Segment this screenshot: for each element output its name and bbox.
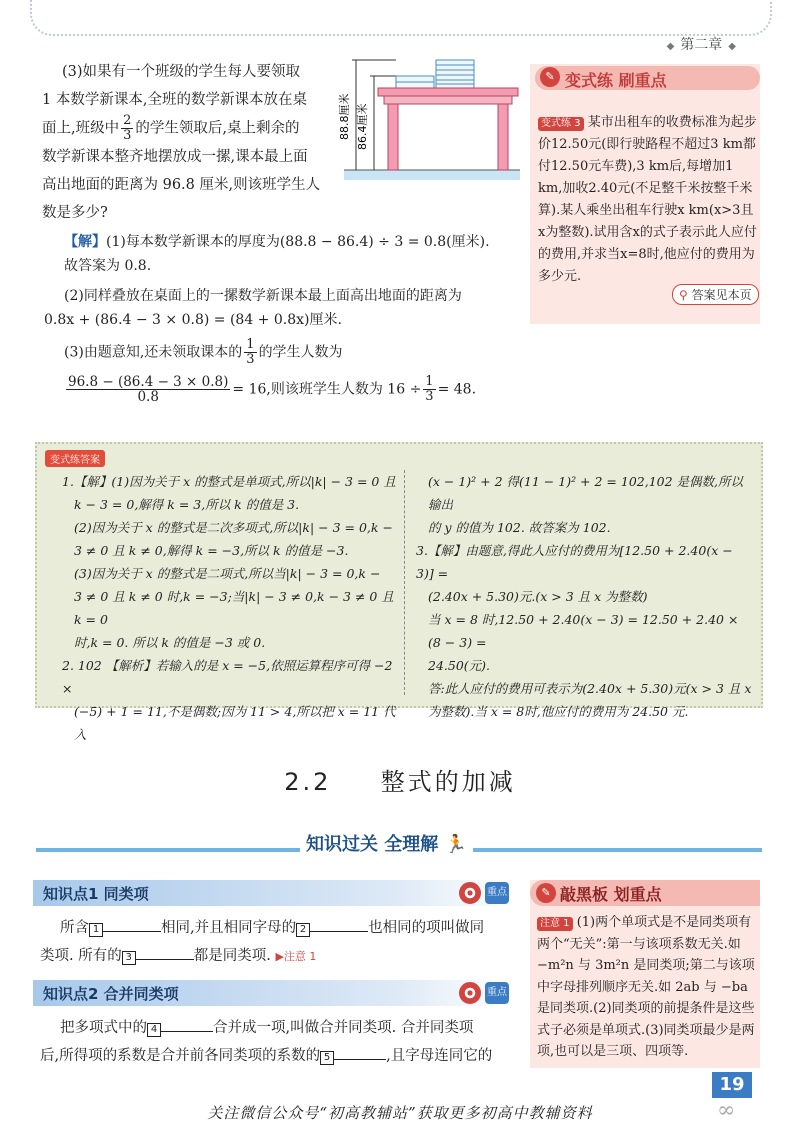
footer-note: 关注微信公众号“初高教辅站”获取更多初高中教辅资料: [207, 1104, 593, 1122]
solution-line: (3)由题意知,还未领取课本的 $\frac{1}{3}$ 的学生人数为: [64, 337, 343, 367]
fill-blank-5[interactable]: [334, 1043, 386, 1060]
answer-line: (2.40x + 5.30)元.(x > 3 且 x 为整数): [428, 589, 648, 604]
runner-icon: 🏃: [444, 834, 467, 855]
fill-blank-1[interactable]: [103, 915, 161, 932]
answer-line: 的 y 的值为 102. 故答案为 102.: [428, 520, 611, 535]
floor: [344, 170, 520, 180]
solution-line: (1)每本数学新课本的厚度为(88.8 − 86.4) ÷ 3 = 0.8(厘米).: [106, 234, 490, 250]
problem-line: 高出地面的距离为 96.8 厘米,则该班学生人: [42, 177, 321, 193]
kp2-title: 知识点2 合并同类项: [43, 985, 179, 1003]
blackboard-text: (1)两个单项式是不是同类项有两个“无关”:第一与该项系数无关.如 −m²n 与 3m²n 是同类项;第二与该项中字母排列顺序无关.如 2ab 与 −ba 是同类项.(2)同类项的前提条件是这些式子必须是单项式.(3)同类项最少是两项,也可以是三项、四项等.: [537, 915, 755, 1059]
fraction: $\frac{2}{3}$: [123, 113, 132, 143]
target-icon: [459, 982, 481, 1004]
pencil-icon: ✎: [536, 883, 556, 903]
exercise-tag: 变式练 3: [538, 117, 584, 131]
blank-number: 1: [89, 923, 103, 937]
side-exercise-title: 变式练 刷重点: [565, 71, 667, 90]
blank-number: 4: [147, 1023, 161, 1037]
target-icon: [459, 882, 481, 904]
blackboard-title: 敲黑板 划重点: [560, 885, 662, 904]
answer-line: (2)因为关于 x 的整式是二次多项式,所以|k| − 3 = 0,k −: [74, 520, 393, 535]
key-badge: 重点: [485, 882, 509, 904]
chapter-label: ◆ 第二章 ◆: [666, 37, 736, 53]
desk: [378, 88, 518, 170]
solution-line: 故答案为 0.8.: [64, 258, 152, 274]
answer-see-page-pill[interactable]: [672, 284, 759, 305]
blank-number: 2: [296, 923, 310, 937]
problem-line: 数是多少?: [42, 205, 108, 221]
kp2-body: 把多项式中的 4 合并成一项,叫做合并同类项. 合并同类项 后,所得项的系数是合并前各同类项的系数的 5 ,且字母连同它的: [40, 1014, 524, 1070]
note-tag: 注意 1: [537, 917, 573, 931]
fill-blank-4[interactable]: [161, 1015, 213, 1032]
divider: [404, 470, 405, 695]
solution-line: $\frac{96.8 - (86.4 - 3 \times 0.8)}{0.8}$ = 16,则该班学生人数为 16 ÷ $\frac{1}{3}$ = 48.: [68, 374, 477, 405]
problem-line: (3)如果有一个班级的学生每人要领取: [62, 64, 301, 80]
key-badge: 重点: [485, 982, 509, 1004]
section-number: 2.2: [284, 768, 332, 796]
label-86-4: 86.4厘米: [356, 103, 369, 150]
chapter-text: 第二章: [680, 37, 723, 53]
answers-left: [62, 470, 398, 746]
fill-blank-2[interactable]: [310, 915, 368, 932]
note-link[interactable]: ▶注意 1: [275, 950, 317, 963]
label-88-8: 88.8厘米: [338, 93, 351, 140]
section-title: [0, 762, 800, 797]
solution-line: 0.8x + (86.4 − 3 × 0.8) = (84 + 0.8x)厘米.: [44, 312, 342, 328]
knowledge-point-2-header: [33, 980, 513, 1006]
answer-line: 3.【解】由题意,得此人应付的费用为[12.50 + 2.40(x − 3)] =: [416, 543, 733, 581]
infinity-decoration-icon: ∞: [717, 1098, 736, 1123]
answer-line: 2. 102 【解析】若输入的是 x = −5,依照运算程序可得 −2 ×: [62, 658, 393, 696]
search-icon: ⚲: [679, 288, 688, 302]
solution-tag: 【解】: [64, 234, 106, 250]
fill-blank-3[interactable]: [136, 943, 194, 960]
pencil-icon: ✎: [540, 67, 560, 87]
solution-block: [44, 230, 514, 404]
book-stack-small: [396, 76, 434, 88]
side-exercise-body: [538, 112, 758, 288]
section-title-text: 整式的加减: [380, 768, 516, 796]
top-frame: [30, 0, 772, 36]
answer-line: (3)因为关于 x 的整式是二项式,所以当|k| − 3 = 0,k −: [74, 566, 381, 581]
answer-line: 24.50(元).: [428, 658, 491, 673]
exercise-text: 某市出租车的收费标准为起步价12.50元(即行驶路程不超过3 km都付12.50元车费),3 km后,每增加1 km,加收2.40元(不足整千米按整千米算).某人乘坐出租车行驶x km(x>3且x为整数).试用含x的式子表示此人应付的费用,并求当x=8时,他应付的费用为多少元.: [538, 115, 757, 284]
answer-line: (−5) + 1 = 11,不是偶数;因为 11 > 4,所以把 x = 11 代入: [74, 704, 396, 742]
problem-line: 数学新课本整齐地摆放成一摞,课本最上面: [42, 149, 308, 165]
knowledge-point-1-header: [33, 880, 513, 906]
book-stack-tall: [436, 60, 474, 88]
page-number: 19: [712, 1072, 752, 1098]
problem-3: [42, 58, 340, 227]
blank-number: 3: [122, 951, 136, 965]
kp1-title: 知识点1 同类项: [43, 885, 149, 903]
blank-number: 5: [320, 1051, 334, 1065]
kp1-body: 所含 1 相同,并且相同字母的 2 也相同的项叫做同 类项. 所有的 3 都是同类项. ▶注意 1: [40, 914, 524, 971]
desk-figure: [336, 56, 520, 184]
solution-line: (2)同样叠放在桌面上的一摞数学新课本最上面高出地面的距离为: [64, 288, 462, 304]
answer-line: k − 3 = 0,解得 k = 3,所以 k 的值是 3.: [74, 497, 300, 512]
answer-line: 1.【解】(1)因为关于 x 的整式是单项式,所以|k| − 3 = 0 且: [62, 474, 396, 489]
answer-pill-text: 答案见本页: [691, 288, 752, 302]
answer-line: 当 x = 8 时,12.50 + 2.40(x − 3) = 12.50 + 2.40 × (8 − 3) =: [428, 612, 739, 650]
answers-right: [416, 470, 754, 723]
problem-line: 面上,班级中 $\frac{2}{3}$ 的学生领取后,桌上剩余的: [42, 113, 300, 143]
answers-label: 变式练答案: [45, 450, 105, 467]
answer-line: 3 ≠ 0 且 k ≠ 0 时,k = −3;当|k| − 3 ≠ 0,k − 3 ≠ 0 且 k = 0: [74, 589, 394, 627]
band-title: 知识过关 全理解 🏃: [300, 830, 473, 856]
answer-line: (x − 1)² + 2 得(11 − 1)² + 2 = 102,102 是偶数,所以输出: [428, 474, 744, 512]
problem-line: 1 本数学新课本,全班的数学新课本放在桌: [42, 92, 307, 108]
blackboard-body: [537, 912, 757, 1063]
answer-line: 时,k = 0. 所以 k 的值是 −3 或 0.: [74, 635, 266, 650]
answer-line: 答:此人应付的费用可表示为(2.40x + 5.30)元(x > 3 且 x: [428, 681, 752, 696]
answer-line: 为整数).当 x = 8时,他应付的费用为 24.50 元.: [428, 704, 689, 719]
answer-line: 3 ≠ 0 且 k ≠ 0,解得 k = −3,所以 k 的值是 −3.: [74, 543, 349, 558]
